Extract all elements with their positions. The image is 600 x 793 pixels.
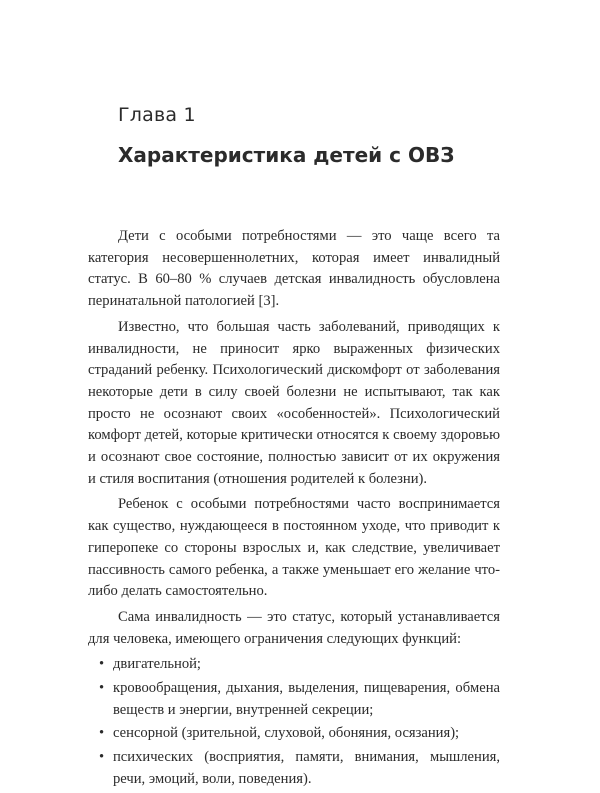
list-item [88, 654, 500, 676]
paragraph: Сама инвалидность — это статус, который устанавливается для человека, имеющего ограничения следующих функций: [88, 608, 500, 647]
paragraph: Известно, что большая часть заболеваний, приводящих к инвалидности, не приносит ярко выраженных физических страданий ребенку. Психологический дискомфорт от заболевания некоторые дети в силу своей болезни не испытывают, так как просто не осознают своих «особенностей». Психологический комфорт детей, которые критически относятся к своему здоровью и осознают свое состояние, полностью зависит от их окружения и стиля воспитания (отношения родителей к болезни). [88, 318, 500, 487]
list-item-text: двигательной; [113, 656, 201, 673]
list-item [88, 723, 500, 745]
bullet-icon: • [99, 656, 105, 673]
list-item-text: психических (восприятия, памяти, внимания, мышления, речи, эмоций, воли, поведения). [113, 749, 500, 787]
chapter-title: Характеристика детей с ОВЗ [118, 143, 455, 167]
bullet-icon: • [99, 680, 105, 697]
list-item [88, 747, 500, 790]
bullet-icon: • [99, 749, 105, 766]
body-text [88, 226, 500, 793]
list-item-text: кровообращения, дыхания, выделения, пищеварения, обмена веществ и энергии, внутренней секреции; [113, 680, 500, 718]
list-item-text: сенсорной (зрительной, слуховой, обоняния, осязания); [113, 725, 460, 742]
paragraph: Дети с особыми потребностями — это чаще всего та категория несовершеннолетних, которая имеет инвалидный статус. В 60–80 % случаев детская инвалидность обусловлена перинатальной патологией [3]. [88, 228, 500, 310]
function-list [88, 654, 500, 790]
chapter-label: Глава 1 [118, 104, 196, 126]
bullet-icon: • [99, 725, 105, 742]
paragraph: Ребенок с особыми потребностями часто воспринимается как существо, нуждающееся в постоянном уходе, что приводит к гиперопеке со стороны взрослых и, как следствие, увеличивает пассивность самого ребенка, а также уменьшает его желание что-либо делать самостоятельно. [88, 496, 500, 600]
list-item [88, 678, 500, 721]
